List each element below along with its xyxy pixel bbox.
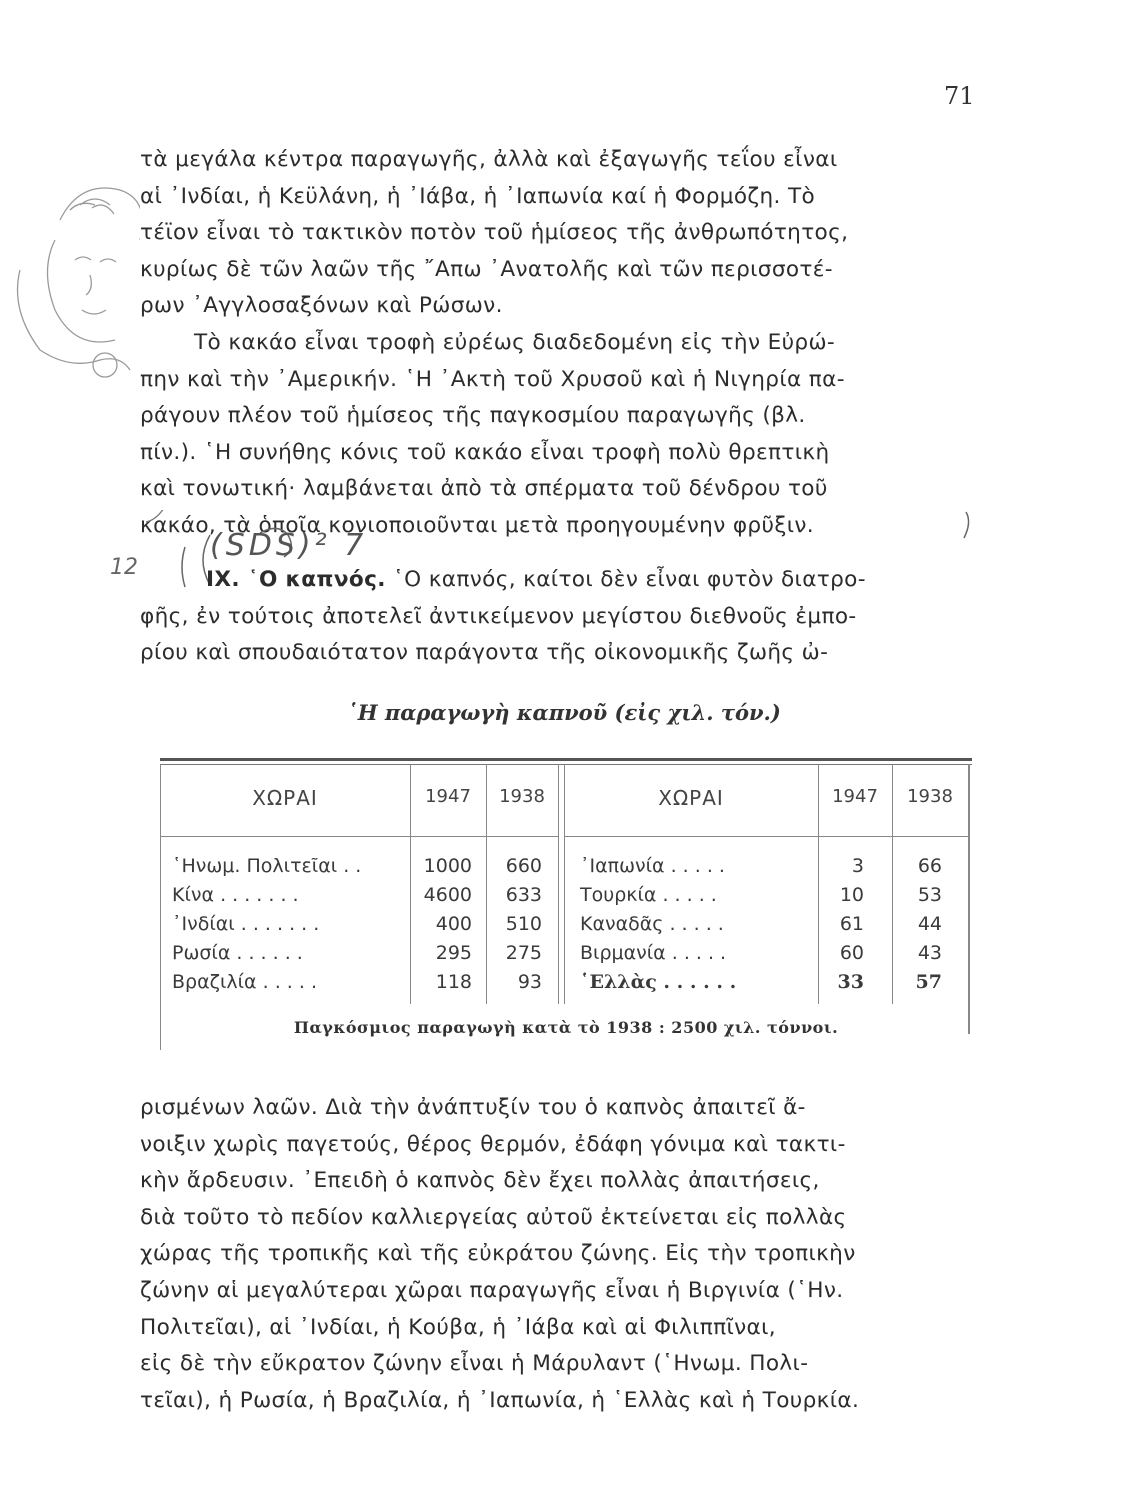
value-1938: 93 xyxy=(517,971,542,993)
text-line: κυρίως δὲ τῶν λαῶν τῆς ῎Απω ᾿Ανατολῆς καὶ τῶν περισσοτέ- xyxy=(140,256,833,282)
text-line: τὰ μεγάλα κέντρα παραγωγῆς, ἀλλὰ καὶ ἐξαγωγῆς τεΐου εἶναι xyxy=(140,147,838,172)
handwritten-note: (SDS)² 7 xyxy=(210,528,368,563)
margin-sketch-drawing xyxy=(0,150,140,450)
pencil-underline xyxy=(136,510,996,540)
value-1938: 43 xyxy=(917,942,942,964)
value-1947: 10 xyxy=(839,884,864,906)
column-divider xyxy=(558,764,559,1004)
table-caption: ῾Η παραγωγὴ καπνοῦ (εἰς χιλ. τόν.) xyxy=(347,700,781,725)
country-name: Κίνα . . . . . . . xyxy=(172,884,299,906)
value-1938: 66 xyxy=(917,855,942,877)
text-line: ρίου καὶ σπουδαιότατον παράγοντα τῆς οἰκονομικῆς ζωῆς ὠ- xyxy=(140,640,829,666)
text-line: τεῖαι), ἡ Ρωσία, ἡ Βραζιλία, ἡ ᾿Ιαπωνία, ἡ ῾Ελλὰς καὶ ἡ Τουρκία. xyxy=(140,1387,860,1413)
section-tobacco xyxy=(140,562,988,672)
tobacco-production-table xyxy=(160,758,972,1048)
country-name: ᾿Ινδίαι . . . . . . . xyxy=(172,913,320,935)
value-1947: 400 xyxy=(435,913,472,935)
text-line: νοιξιν χωρὶς παγετούς, θέρος θερμόν, ἐδάφη γόνιμα καὶ τακτι- xyxy=(140,1131,846,1157)
section-first-line: ῾Ο καπνός, καίτοι δὲν εἶναι φυτὸν διατρο- xyxy=(393,567,866,592)
value-1938: 53 xyxy=(917,884,942,906)
header-rule xyxy=(160,836,558,837)
handwritten-margin-number: 12 xyxy=(110,555,138,580)
value-1938: 510 xyxy=(505,913,542,935)
text-line: ράγουν πλέον τοῦ ἡμίσεος τῆς παγκοσμίου παραγωγῆς (βλ. xyxy=(140,403,806,429)
text-line xyxy=(140,562,988,599)
country-name: Ρωσία . . . . . . xyxy=(172,942,303,964)
column-header-countries: ΧΩΡΑΙ xyxy=(252,786,318,810)
page-number: 71 xyxy=(944,82,975,110)
country-name: Καναδᾶς . . . . . xyxy=(580,913,724,935)
value-1947: 295 xyxy=(435,942,472,964)
value-1947: 4600 xyxy=(423,884,472,906)
table-footnote: Παγκόσμιος παραγωγὴ κατὰ τὸ 1938 : 2500 χιλ. τόννοι. xyxy=(293,1018,839,1037)
country-name: ῾Ηνωμ. Πολιτεῖαι . . xyxy=(172,855,362,877)
text-line: αἱ ᾿Ινδίαι, ἡ Κεϋλάνη, ἡ ᾿Ιάβα, ἡ ᾿Ιαπωνία καί ἡ Φορμόζη. Τὸ xyxy=(140,183,816,209)
value-1938: 660 xyxy=(505,855,542,877)
text-line: καὶ τονωτική· λαμβάνεται ἀπὸ τὰ σπέρματα τοῦ δένδρου τοῦ xyxy=(140,476,828,502)
value-1947: 1000 xyxy=(423,855,472,877)
country-name: Τουρκία . . . . . xyxy=(580,884,717,906)
paragraph-tea xyxy=(140,142,988,325)
column-header-1947: 1947 xyxy=(832,786,878,807)
value-1947: 61 xyxy=(839,913,864,935)
value-1938: 44 xyxy=(917,913,942,935)
column-header-1947: 1947 xyxy=(425,786,471,807)
value-1947: 118 xyxy=(435,971,472,993)
text-line: ρισμένων λαῶν. Διὰ τὴν ἀνάπτυξίν του ὁ καπνὸς ἀπαιτεῖ ἄ- xyxy=(140,1095,806,1120)
value-1938: 275 xyxy=(505,942,542,964)
column-header-1938: 1938 xyxy=(907,786,953,807)
text-line: ρων ᾿Αγγλοσαξόνων καὶ Ρώσων. xyxy=(140,293,503,319)
text-line: χώρας τῆς τροπικῆς καὶ τῆς εὐκράτου ζώνης. Εἰς τὴν τροπικὴν xyxy=(140,1241,856,1267)
text-line: Πολιτεῖαι), αἱ ᾿Ινδίαι, ἡ Κούβα, ἡ ᾿Ιάβα καὶ αἱ Φιλιππῖναι, xyxy=(140,1314,776,1340)
value-1938: 57 xyxy=(915,971,942,993)
text-line: εἰς δὲ τὴν εὔκρατον ζώνην εἶναι ἡ Μάρυλαντ (῾Ηνωμ. Πολι- xyxy=(140,1351,809,1377)
text-line: διὰ τοῦτο τὸ πεδίον καλλιεργείας αὐτοῦ ἐκτείνεται εἰς πολλὰς xyxy=(140,1204,847,1230)
column-header-1938: 1938 xyxy=(499,786,545,807)
country-name: Βραζιλία . . . . . xyxy=(172,971,317,993)
section-title: IX. ῾Ο καπνός. xyxy=(206,567,386,592)
table-top-rule xyxy=(160,758,972,761)
text-line: κὴν ἄρδευσιν. ᾿Επειδὴ ὁ καπνὸς δὲν ἔχει πολλὰς ἀπαιτήσεις, xyxy=(140,1168,820,1194)
text-line: τέϊον εἶναι τὸ τακτικὸν ποτὸν τοῦ ἡμίσεος τῆς ἀνθρωπότητος, xyxy=(140,220,849,246)
text-line: πίν.). ῾Η συνήθης κόνις τοῦ κακάο εἶναι τροφὴ πολὺ θρεπτικὴ xyxy=(140,439,830,465)
value-1938: 633 xyxy=(505,884,542,906)
country-name: ῾Ελλὰς . . . . . . xyxy=(580,971,737,993)
country-name: Βιρμανία . . . . . xyxy=(580,942,727,964)
text-line: ζώνην αἱ μεγαλύτεραι χῶραι παραγωγῆς εἶναι ἡ Βιργινία (῾Ην. xyxy=(140,1277,844,1303)
paragraph-tobacco-cultivation xyxy=(140,1090,988,1419)
country-name: ᾿Ιαπωνία . . . . . xyxy=(580,855,725,877)
table-top-rule-thin xyxy=(160,764,972,765)
text-line: πην καὶ τὴν ᾿Αμερικήν. ῾Η ᾿Ακτὴ τοῦ Χρυσοῦ καὶ ἡ Νιγηρία πα- xyxy=(140,366,845,392)
column-header-countries: ΧΩΡΑΙ xyxy=(658,786,724,810)
value-1947: 33 xyxy=(837,971,864,993)
text-line: κακάο, τὰ ὁποῖα κονιοποιοῦνται μετὰ προηγουμένην φρῦξιν. xyxy=(140,512,815,538)
header-rule xyxy=(564,836,968,837)
table-border-right xyxy=(968,764,970,1034)
text-line: Τὸ κακάο εἶναι τροφὴ εὐρέως διαδεδομένη εἰς τὴν Εὐρώ- xyxy=(194,330,836,355)
value-1947: 60 xyxy=(839,942,864,964)
value-1947: 3 xyxy=(851,855,864,877)
text-line: φῆς, ἐν τούτοις ἀποτελεῖ ἀντικείμενον μεγίστου διεθνοῦς ἐμπο- xyxy=(140,603,857,629)
